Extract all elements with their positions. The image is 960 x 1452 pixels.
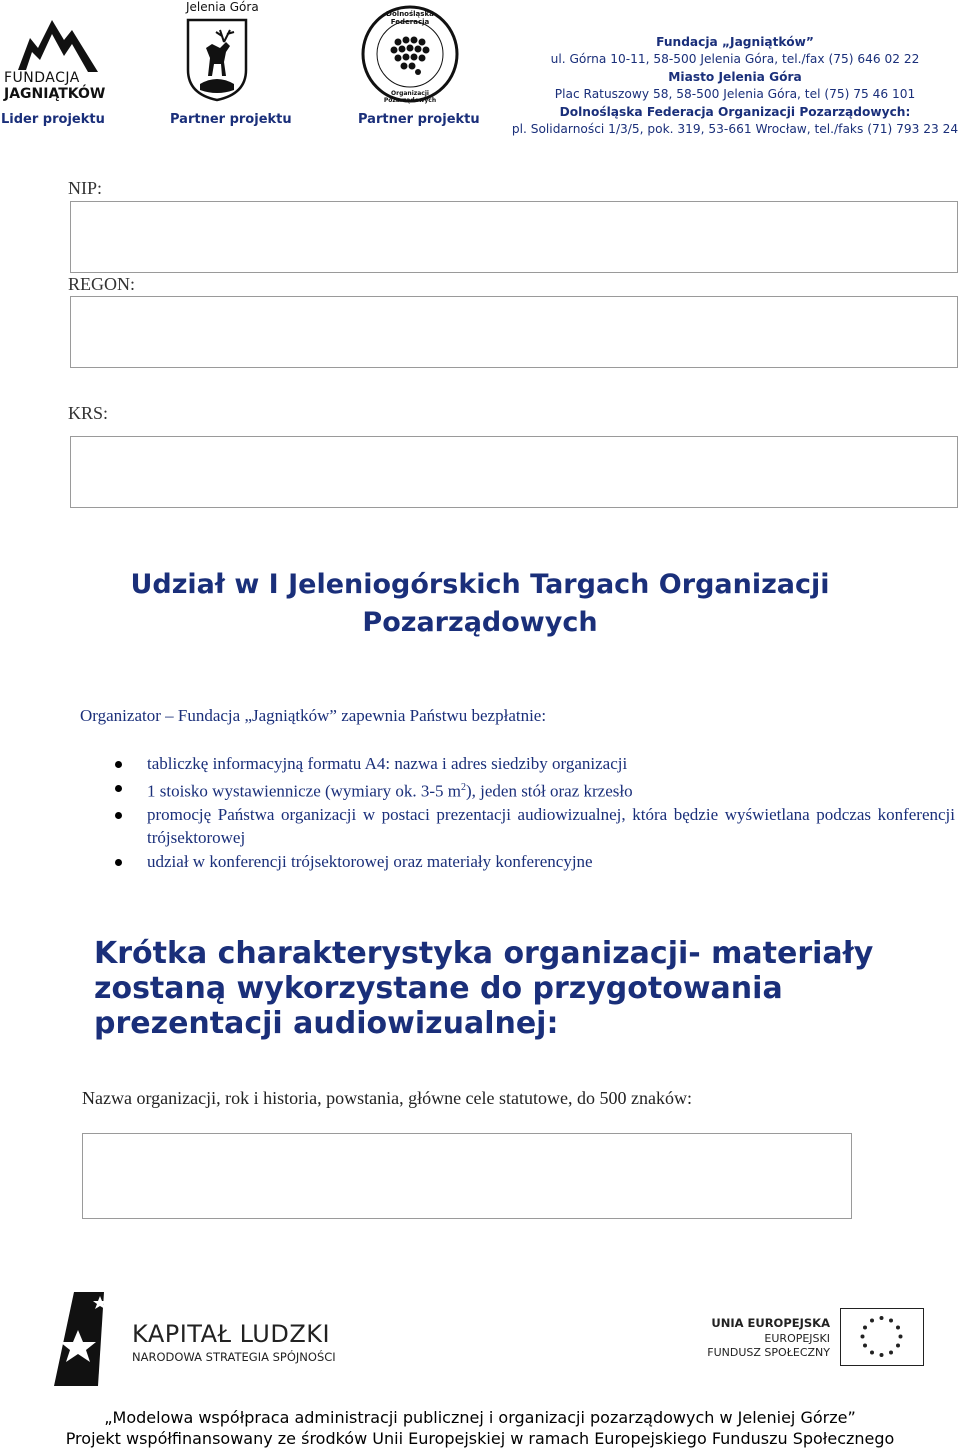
eu-line3: FUNDUSZ SPOŁECZNY — [707, 1346, 830, 1359]
bullet-icon — [115, 785, 122, 792]
footer-cofinancing-note: Projekt współfinansowany ze środków Unii Europejskiej w ramach Europejskiego Funduszu Społecznego — [65, 1429, 895, 1448]
list-item — [110, 803, 955, 850]
list-item — [110, 850, 955, 874]
nip-input-box[interactable] — [70, 201, 958, 273]
kl-subtitle: NARODOWA STRATEGIA SPÓJNOŚCI — [132, 1350, 336, 1364]
mountain-logo-icon — [0, 8, 110, 78]
fundacja-logo-line1: FUNDACJA — [4, 70, 80, 86]
contact-federation-address: pl. Solidarności 1/3/5, pok. 319, 53-661 Wrocław, tel./faks (71) 793 23 24 — [511, 122, 959, 137]
eu-flag — [840, 1308, 924, 1366]
role-lider: Lider projektu — [1, 112, 105, 127]
superscript: 2 — [460, 781, 466, 793]
kl-title: KAPITAŁ LUDZKI — [132, 1320, 331, 1348]
contact-city-name: Miasto Jelenia Góra — [668, 69, 802, 84]
regon-input-box[interactable] — [70, 296, 958, 368]
name-prompt: Nazwa organizacji, rok i historia, powstania, główne cele statutowe, do 500 znaków: — [82, 1088, 692, 1108]
list-item-text-pre: 1 stoisko wystawiennicze (wymiary ok. 3-5 m — [147, 781, 461, 801]
list-item — [110, 752, 955, 776]
section-title: Krótka charakterystyka organizacji- materiały zostaną wykorzystane do przygotowania prezentacji audiowizualnej: — [94, 936, 874, 1041]
contact-fundacja-name: Fundacja „Jagniątków” — [656, 35, 814, 49]
city-crest-caption: Jelenia Góra — [186, 0, 259, 14]
bullet-icon — [115, 812, 122, 819]
eu-line1: UNIA EUROPEJSKA — [711, 1316, 830, 1330]
federation-seal — [360, 4, 460, 104]
list-item-text-post: ), jeden stół oraz krzesło — [465, 781, 633, 801]
eu-line2: EUROPEJSKI — [764, 1332, 830, 1345]
description-input-box[interactable] — [82, 1133, 852, 1219]
bullet-icon — [115, 761, 122, 768]
footer-project-title: „Modelowa współpraca administracji publicznej i organizacji pozarządowych w Jeleniej Górze” — [104, 1408, 856, 1427]
seal-text-top: Dolnośląska Federacja — [386, 10, 434, 26]
seal-text-bottom: Organizacji Pozarządowych — [383, 90, 437, 104]
bullet-icon — [115, 859, 122, 866]
fundacja-logo — [0, 8, 110, 103]
page-title — [0, 566, 960, 642]
krs-label: KRS: — [68, 403, 109, 423]
contact-federation-name: Dolnośląska Federacja Organizacji Pozarządowych: — [559, 104, 911, 119]
benefits-list — [110, 752, 955, 873]
krs-input-box[interactable] — [70, 436, 958, 508]
kapital-ludzki-logo — [48, 1290, 368, 1390]
page-title-line1: Udział w I Jeleniogórskich Targach Organizacji — [130, 569, 830, 600]
contact-city-address: Plac Ratuszowy 58, 58-500 Jelenia Góra, tel (75) 75 46 101 — [554, 87, 916, 102]
fundacja-logo-line2: JAGNIĄTKÓW — [4, 86, 106, 102]
list-item — [110, 776, 955, 803]
eu-logo — [690, 1306, 930, 1370]
regon-label: REGON: — [68, 274, 135, 294]
list-item-text: promocję Państwa organizacji w postaci prezentacji audiowizualnej, która będzie wyświetlana podczas konferencji trójsektorowej — [147, 804, 955, 848]
list-item-text: udział w konferencji trójsektorowej oraz materiały konferencyjne — [147, 851, 593, 871]
role-partner-1: Partner projektu — [170, 112, 292, 127]
deer-crest-icon — [186, 18, 248, 102]
nip-label: NIP: — [68, 178, 103, 198]
city-crest — [186, 18, 248, 102]
page-title-line2: Pozarządowych — [362, 607, 598, 638]
list-item-text: tabliczkę informacyjną formatu A4: nazwa i adres siedziby organizacji — [147, 754, 628, 773]
role-partner-2: Partner projektu — [358, 112, 480, 127]
kapital-ludzki-star-icon — [48, 1290, 118, 1386]
contact-fundacja-address: ul. Górna 10-11, 58-500 Jelenia Góra, tel./fax (75) 646 02 22 — [550, 52, 920, 67]
contact-block — [510, 34, 960, 138]
intro-text: Organizator – Fundacja „Jagniątków” zapewnia Państwu bezpłatnie: — [80, 706, 547, 725]
eu-stars-icon — [841, 1309, 922, 1364]
